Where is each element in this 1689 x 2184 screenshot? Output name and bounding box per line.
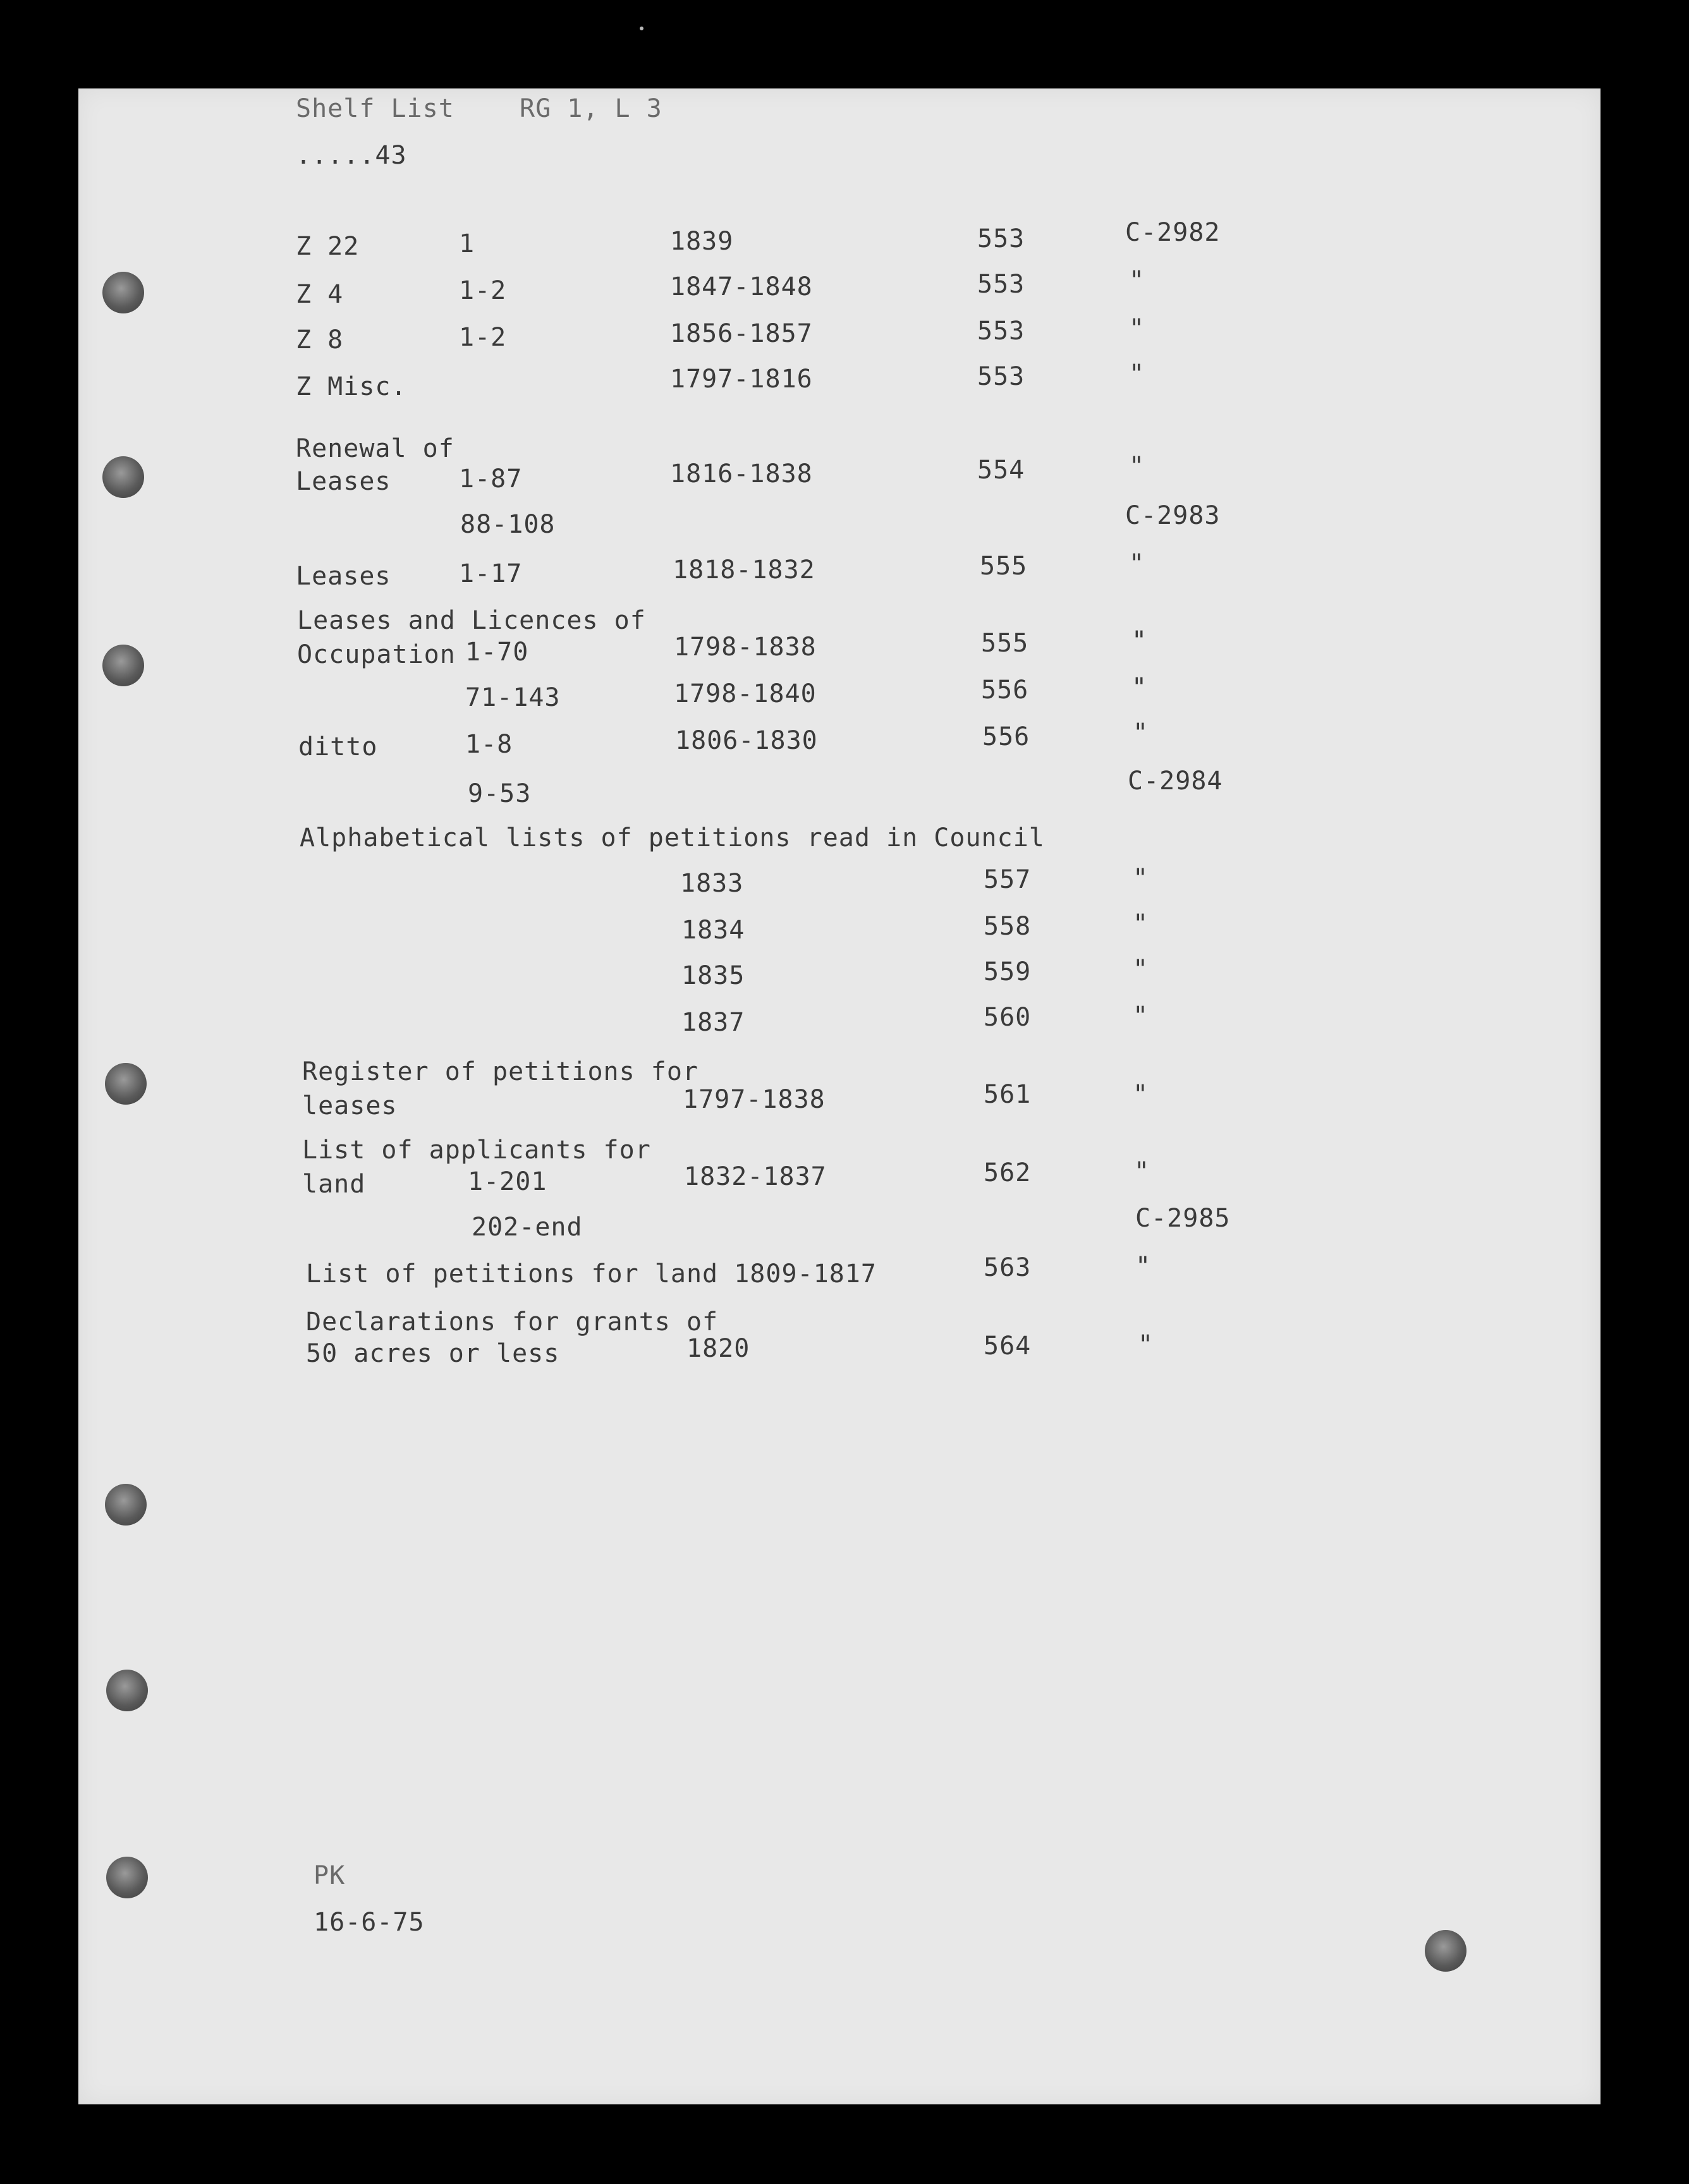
entry-dates: 1820 — [686, 1334, 750, 1363]
punch-hole-5 — [105, 1484, 147, 1526]
entry-reel: " — [1133, 1002, 1149, 1031]
entry-number: 563 — [984, 1253, 1032, 1282]
entry-dates: 1835 — [681, 961, 745, 990]
footer-date: 16-6-75 — [314, 1908, 425, 1937]
entry-dates: 1839 — [670, 227, 734, 256]
entry-reel: C-2984 — [1128, 767, 1223, 796]
punch-hole-3 — [102, 645, 144, 686]
entry-reel: " — [1134, 1157, 1150, 1186]
entry-dates: 1798-1838 — [674, 633, 817, 662]
entry-number: 553 — [977, 362, 1025, 391]
punch-hole-4 — [105, 1063, 147, 1105]
entry-title-line1: List of petitions for land 1809-1817 — [306, 1259, 877, 1289]
entry-number: 556 — [981, 676, 1029, 705]
entry-volumes: 1-87 — [459, 464, 523, 494]
entry-title-line1: Declarations for grants of — [306, 1307, 719, 1337]
entry-volumes: 1-201 — [468, 1167, 547, 1196]
entry-reel: " — [1133, 864, 1149, 893]
entry-number: 556 — [982, 722, 1030, 751]
entry-reel: " — [1133, 955, 1149, 984]
entry-number: 560 — [984, 1003, 1032, 1032]
entry-dates: 1816-1838 — [670, 459, 813, 488]
entry-volumes: 1-2 — [459, 323, 507, 352]
entry-reel: C-2982 — [1125, 218, 1221, 247]
entry-title: leases — [302, 1091, 398, 1120]
entry-volumes: 1-2 — [459, 276, 507, 305]
entry-reel: " — [1135, 1252, 1152, 1281]
entry-number: 553 — [977, 317, 1025, 346]
entry-title: Leases — [296, 467, 391, 496]
entry-title-line1: Leases and Licences of — [297, 606, 646, 635]
entry-number: 559 — [984, 957, 1032, 986]
entry-volumes: 1-8 — [465, 730, 513, 759]
entry-reel: " — [1131, 673, 1148, 702]
entry-dates: 1833 — [680, 869, 744, 898]
punch-hole-1 — [102, 272, 144, 313]
entry-dates: 1847-1848 — [670, 272, 813, 301]
entry-dates: 1798-1840 — [674, 679, 817, 708]
entry-reel: " — [1133, 719, 1149, 748]
entry-title: ditto — [298, 732, 378, 761]
entry-title: Z 4 — [296, 280, 344, 309]
entry-title: 50 acres or less — [306, 1339, 560, 1368]
entry-reel: " — [1133, 909, 1149, 938]
entry-volumes: 88-108 — [460, 510, 556, 539]
entry-dates: 1797-1816 — [670, 365, 813, 394]
entry-volumes: 9-53 — [468, 779, 532, 808]
footer-initials: PK — [314, 1861, 346, 1890]
entry-title: Occupation — [297, 640, 456, 669]
entry-title: Z Misc. — [296, 372, 407, 401]
punch-hole-2 — [102, 456, 144, 498]
entry-reel: " — [1129, 549, 1145, 578]
punch-hole-7 — [106, 1857, 148, 1898]
shelf-list-title: Shelf List — [296, 94, 454, 123]
entry-volumes: 1 — [459, 229, 475, 258]
entry-title: Z 22 — [296, 232, 360, 261]
entry-volumes: 1-17 — [459, 559, 523, 588]
entry-number: 562 — [984, 1158, 1032, 1187]
entry-reel: " — [1129, 266, 1145, 295]
entry-title-line1: Renewal of — [296, 434, 454, 463]
entry-title: land — [302, 1170, 366, 1199]
entry-dates: 1797-1838 — [683, 1085, 826, 1114]
entry-title: Leases — [296, 562, 391, 591]
page-ref: .....43 — [296, 141, 407, 170]
entry-dates: 1806-1830 — [675, 726, 818, 755]
entry-volumes: 1-70 — [465, 638, 529, 667]
entry-number: 554 — [977, 456, 1025, 485]
entry-reel: " — [1129, 452, 1145, 481]
entry-number: 553 — [977, 270, 1025, 299]
record-group-ref: RG 1, L 3 — [520, 94, 662, 123]
entry-reel: C-2985 — [1135, 1204, 1231, 1233]
entry-title: Z 8 — [296, 325, 344, 355]
entry-volumes: 71-143 — [465, 683, 561, 712]
entry-reel: " — [1131, 626, 1148, 655]
entry-volumes: 202-end — [472, 1213, 583, 1242]
section-heading: Alphabetical lists of petitions read in Council — [300, 823, 1045, 852]
speck — [640, 27, 643, 30]
entry-reel: C-2983 — [1125, 501, 1221, 530]
entry-reel: " — [1133, 1080, 1149, 1109]
entry-number: 555 — [981, 629, 1029, 658]
entry-dates: 1818-1832 — [673, 555, 815, 585]
entry-number: 558 — [984, 912, 1032, 941]
entry-dates: 1856-1857 — [670, 319, 813, 348]
entry-number: 555 — [980, 552, 1028, 581]
entry-dates: 1837 — [681, 1008, 745, 1037]
entry-number: 553 — [977, 224, 1025, 253]
entry-reel: " — [1129, 360, 1145, 389]
entry-title-line1: List of applicants for — [302, 1136, 651, 1165]
entry-reel: " — [1129, 314, 1145, 343]
entry-dates: 1832-1837 — [684, 1162, 827, 1191]
entry-reel: " — [1138, 1330, 1154, 1359]
entry-dates: 1834 — [681, 916, 745, 945]
entry-number: 557 — [984, 865, 1032, 894]
punch-hole-8 — [1425, 1930, 1466, 1972]
entry-number: 564 — [984, 1332, 1032, 1361]
entry-title-line1: Register of petitions for — [302, 1057, 699, 1086]
entry-number: 561 — [984, 1080, 1032, 1109]
punch-hole-6 — [106, 1670, 148, 1711]
